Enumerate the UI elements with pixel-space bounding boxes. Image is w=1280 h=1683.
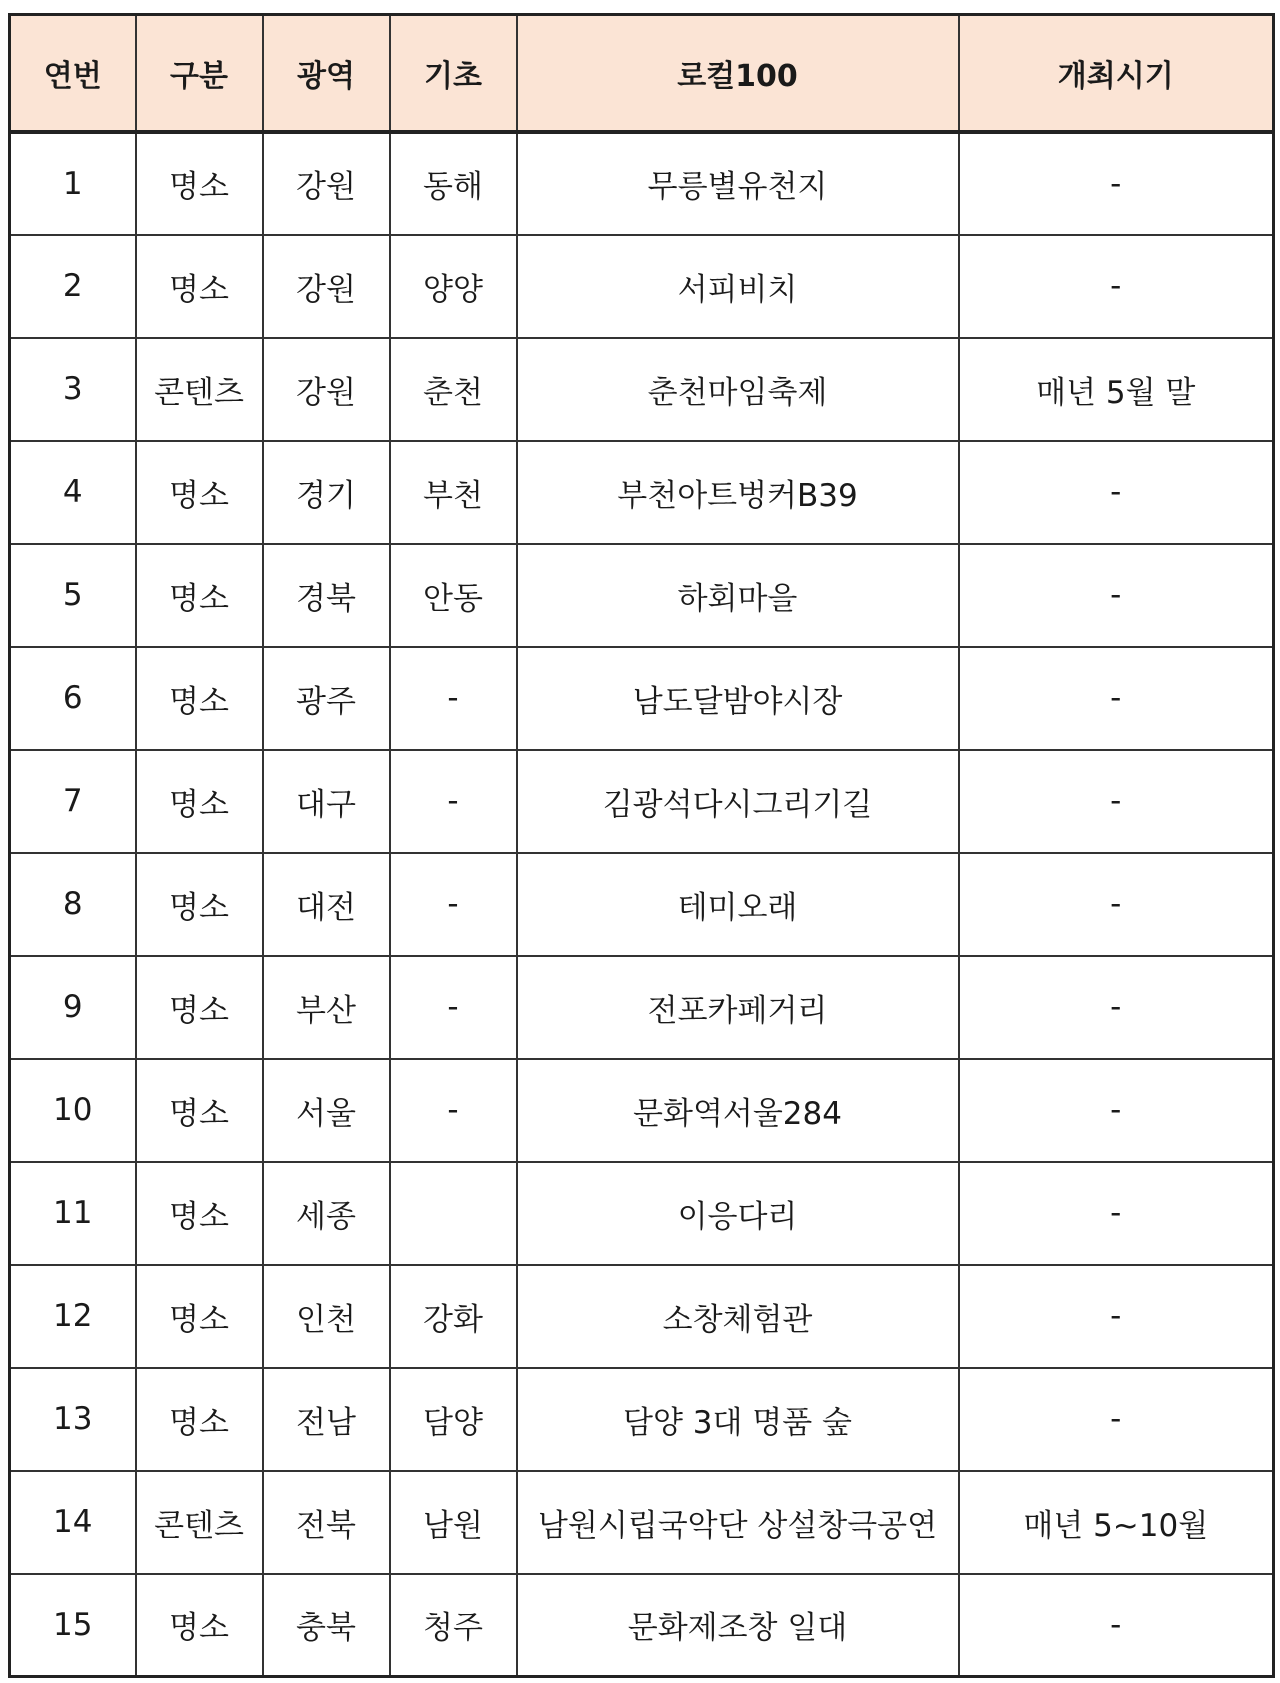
cell-basic: 양양 [390, 235, 517, 338]
header-local100: 로컬100 [517, 15, 959, 132]
cell-local100: 춘천마임축제 [517, 338, 959, 441]
cell-local100: 소창체험관 [517, 1265, 959, 1368]
cell-region: 부산 [263, 956, 390, 1059]
cell-basic: 청주 [390, 1574, 517, 1677]
cell-basic: 춘천 [390, 338, 517, 441]
table-row [10, 1162, 1274, 1265]
cell-local100: 무릉별유천지 [517, 132, 959, 235]
cell-category: 명소 [136, 132, 263, 235]
cell-local100: 하회마을 [517, 544, 959, 647]
cell-category: 명소 [136, 1265, 263, 1368]
cell-number: 2 [10, 235, 136, 338]
table-row [10, 1471, 1274, 1574]
local100-table-container [8, 13, 1272, 1678]
cell-region: 강원 [263, 132, 390, 235]
cell-category: 명소 [136, 647, 263, 750]
cell-category: 명소 [136, 1162, 263, 1265]
cell-number: 6 [10, 647, 136, 750]
cell-period: - [959, 1265, 1274, 1368]
table-body [10, 132, 1274, 1677]
cell-basic: 안동 [390, 544, 517, 647]
cell-basic: 동해 [390, 132, 517, 235]
cell-number: 3 [10, 338, 136, 441]
cell-number: 12 [10, 1265, 136, 1368]
cell-local100: 테미오래 [517, 853, 959, 956]
table-row [10, 647, 1274, 750]
cell-period: - [959, 1162, 1274, 1265]
cell-local100: 김광석다시그리기길 [517, 750, 959, 853]
cell-category: 콘텐츠 [136, 338, 263, 441]
cell-region: 대구 [263, 750, 390, 853]
cell-number: 4 [10, 441, 136, 544]
cell-category: 명소 [136, 544, 263, 647]
cell-period: - [959, 132, 1274, 235]
cell-number: 15 [10, 1574, 136, 1677]
cell-local100: 문화제조창 일대 [517, 1574, 959, 1677]
cell-number: 1 [10, 132, 136, 235]
cell-number: 7 [10, 750, 136, 853]
table-row [10, 544, 1274, 647]
header-number: 연번 [10, 15, 136, 132]
cell-category: 명소 [136, 750, 263, 853]
cell-category: 명소 [136, 441, 263, 544]
table-row [10, 956, 1274, 1059]
cell-period: - [959, 647, 1274, 750]
cell-number: 10 [10, 1059, 136, 1162]
cell-region: 강원 [263, 338, 390, 441]
cell-region: 세종 [263, 1162, 390, 1265]
table-row [10, 853, 1274, 956]
cell-local100: 남도달밤야시장 [517, 647, 959, 750]
cell-category: 명소 [136, 235, 263, 338]
cell-basic: - [390, 647, 517, 750]
cell-region: 전북 [263, 1471, 390, 1574]
cell-period: 매년 5월 말 [959, 338, 1274, 441]
cell-number: 9 [10, 956, 136, 1059]
cell-basic: - [390, 750, 517, 853]
cell-region: 서울 [263, 1059, 390, 1162]
cell-period: - [959, 441, 1274, 544]
cell-period: - [959, 1574, 1274, 1677]
cell-period: - [959, 235, 1274, 338]
cell-period: - [959, 750, 1274, 853]
cell-category: 명소 [136, 853, 263, 956]
header-period: 개최시기 [959, 15, 1274, 132]
table-row [10, 132, 1274, 235]
cell-number: 13 [10, 1368, 136, 1471]
cell-category: 명소 [136, 956, 263, 1059]
table-header-row [10, 15, 1274, 132]
cell-number: 8 [10, 853, 136, 956]
table-row [10, 1368, 1274, 1471]
table-row [10, 1574, 1274, 1677]
header-category: 구분 [136, 15, 263, 132]
header-region: 광역 [263, 15, 390, 132]
cell-region: 전남 [263, 1368, 390, 1471]
cell-local100: 이응다리 [517, 1162, 959, 1265]
table-row [10, 235, 1274, 338]
table-row [10, 1059, 1274, 1162]
header-basic: 기초 [390, 15, 517, 132]
table-row [10, 338, 1274, 441]
cell-basic: 부천 [390, 441, 517, 544]
cell-category: 콘텐츠 [136, 1471, 263, 1574]
cell-region: 대전 [263, 853, 390, 956]
cell-basic [390, 1162, 517, 1265]
cell-region: 광주 [263, 647, 390, 750]
table-row [10, 441, 1274, 544]
cell-local100: 문화역서울284 [517, 1059, 959, 1162]
cell-basic: - [390, 853, 517, 956]
cell-period: - [959, 544, 1274, 647]
local100-table [8, 13, 1275, 1678]
cell-local100: 전포카페거리 [517, 956, 959, 1059]
cell-period: 매년 5~10월 [959, 1471, 1274, 1574]
cell-number: 11 [10, 1162, 136, 1265]
cell-region: 경북 [263, 544, 390, 647]
cell-basic: 강화 [390, 1265, 517, 1368]
cell-period: - [959, 1059, 1274, 1162]
cell-region: 충북 [263, 1574, 390, 1677]
cell-period: - [959, 1368, 1274, 1471]
cell-region: 인천 [263, 1265, 390, 1368]
cell-local100: 서피비치 [517, 235, 959, 338]
cell-number: 5 [10, 544, 136, 647]
cell-basic: 남원 [390, 1471, 517, 1574]
cell-category: 명소 [136, 1368, 263, 1471]
cell-local100: 남원시립국악단 상설창극공연 [517, 1471, 959, 1574]
table-row [10, 1265, 1274, 1368]
cell-category: 명소 [136, 1574, 263, 1677]
cell-local100: 부천아트벙커B39 [517, 441, 959, 544]
cell-period: - [959, 853, 1274, 956]
cell-region: 강원 [263, 235, 390, 338]
cell-basic: 담양 [390, 1368, 517, 1471]
cell-basic: - [390, 1059, 517, 1162]
table-row [10, 750, 1274, 853]
cell-category: 명소 [136, 1059, 263, 1162]
cell-local100: 담양 3대 명품 숲 [517, 1368, 959, 1471]
cell-region: 경기 [263, 441, 390, 544]
cell-number: 14 [10, 1471, 136, 1574]
cell-period: - [959, 956, 1274, 1059]
cell-basic: - [390, 956, 517, 1059]
